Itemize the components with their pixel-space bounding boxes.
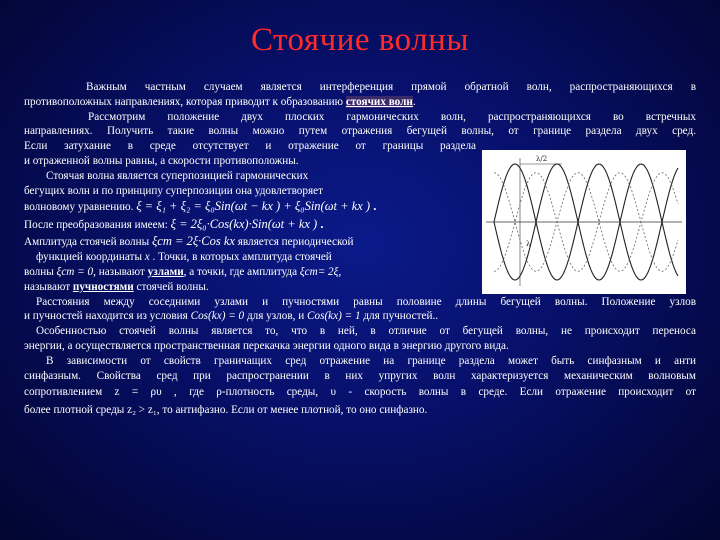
text-fragment: стоячей волны. (133, 280, 209, 293)
text-fragment: . (412, 95, 416, 108)
term-standing-waves: стоячих волн (345, 95, 413, 108)
paragraph-11-line-1: В зависимости от свойств граничащих сред отражение на границе раздела может быть синфазным и анти (46, 354, 696, 367)
paragraph-2-line-1: Рассмотрим положение двух плоских гармонических волн, распространяющихся во встречных (88, 110, 696, 123)
paragraph-2-line-3: Если затухание в среде отсутствует и отражение от границы раздела (24, 140, 476, 153)
half-lambda-label: λ/2 (536, 155, 548, 163)
paragraph-11-line-2: синфазным. Свойства сред при распространении в них упругих волн характеризуется механическим волновым (24, 369, 696, 382)
text-fragment: волновому уравнению. (24, 201, 137, 214)
formula-node-condition: Cos(kx) = 0 (190, 310, 245, 323)
paragraph-10-line-1: Особенностью стоячей волны является то, что в ней, в отличие от бегущей волны, не происходит переноса (36, 325, 696, 338)
paragraph-10-line-2: энергии, а осуществляется пространственная перекачка энергии одного вида в энергию другого вида. (24, 339, 509, 352)
paragraph-11-line-3: сопротивлением z = ρυ , где ρ-плотность среды, υ - скорость волны в среде. Если отражение происходит от (24, 386, 696, 399)
standing-wave-diagram (482, 150, 686, 294)
paragraph-11-line-4: более плотной среды z₂ > z₁, то антифазно. Если от менее плотной, то оно синфазно. (24, 404, 428, 417)
term-antinodes: пучностями (72, 280, 134, 293)
text-fragment: и пучностей находится из условия (24, 310, 191, 323)
formula-node: ξст = 0, (56, 265, 96, 278)
text-fragment: противоположных направлениях, которая приводит к образованию (24, 95, 346, 108)
text-fragment: . (317, 217, 324, 232)
text-fragment: для пучностей.. (360, 310, 439, 323)
formula-x: x (144, 251, 150, 264)
paragraph-2-line-4: и отраженной волны равны, а скорости противоположны. (24, 154, 299, 167)
text-fragment: для узлов, и (244, 310, 308, 323)
paragraph-9-line-2 (24, 309, 696, 324)
text-fragment: называют (24, 280, 73, 293)
text-fragment: называют (95, 265, 148, 278)
formula-antinode-condition: Cos(kx) = 1 (307, 310, 361, 323)
text-fragment: После преобразования имеем: (24, 219, 171, 232)
text-fragment: является периодической (234, 236, 354, 249)
text-fragment: функцией координаты (36, 251, 145, 264)
formula-standing-wave: ξ = 2ξ₀·Cos(kx)·Sin(ωt + kx ) (170, 217, 318, 232)
text-fragment: Амплитуда стоячей волны (24, 236, 152, 249)
formula-superposition: ξ = ξ₁ + ξ₂ = ξ₀Sin(ωt − kx ) + ξ₀Sin(ωt + kx ) (136, 199, 371, 214)
text-fragment: волны (24, 265, 57, 278)
term-nodes: узлами (147, 265, 184, 278)
text-fragment: . (370, 199, 377, 214)
standing-wave-figure (482, 150, 686, 294)
formula-amplitude: ξст = 2ξ·Cos kx (151, 234, 235, 249)
paragraph-2-line-2: направлениях. Получить такие волны можно путем отражения бегущей волны, от границе раздела двух сред. (24, 125, 696, 138)
paragraph-1-line-1: Важным частным случаем является интерференция прямой обратной волн, распространяющихся в (86, 81, 696, 93)
page-title: Стоячие волны (251, 22, 469, 58)
text-fragment: . Точки, в которых амплитуда стоячей (149, 251, 332, 264)
lambda-label: λ (526, 240, 531, 248)
text-fragment: , а точки, где амплитуда (183, 265, 300, 278)
paragraph-1-line-2 (24, 95, 696, 110)
formula-antinode: ξст= 2ξ, (299, 265, 342, 278)
paragraph-3-line-2: бегущих волн и по принципу суперпозиции она удовлетворяет (24, 184, 323, 197)
paragraph-9-line-1: Расстояния между соседними узлами и пучностями равны половине длины бегущей волны. Положение узлов (36, 295, 696, 308)
paragraph-3-line-1: Стоячая волна является суперпозицией гармонических (46, 169, 309, 182)
